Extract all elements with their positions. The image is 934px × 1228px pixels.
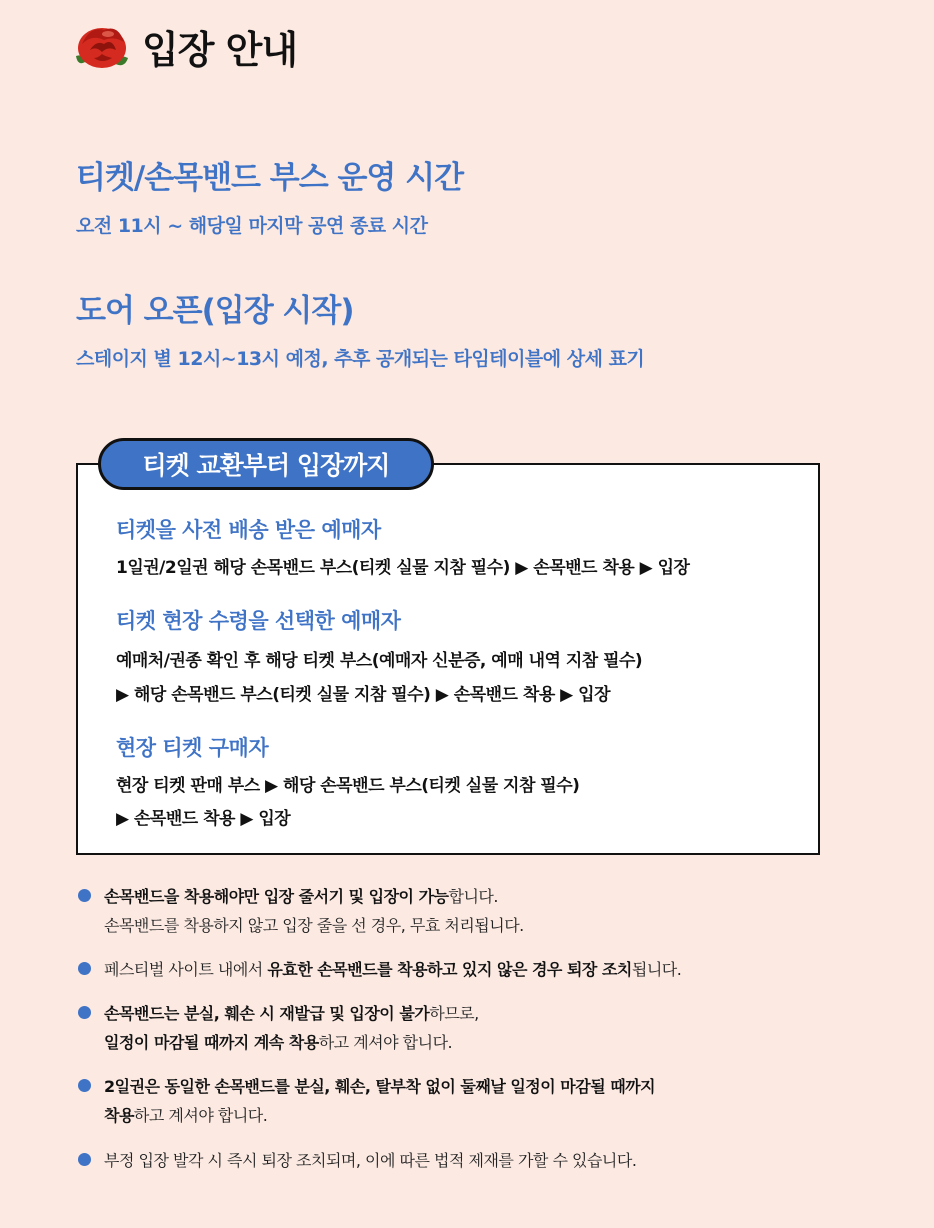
bullet-dot-icon <box>78 889 91 902</box>
bullet-dot-icon <box>78 1153 91 1166</box>
note-run: 손목밴드를 착용하지 않고 입장 줄을 선 경우, 무효 처리됩니다. <box>104 916 524 935</box>
group-title: 티켓을 사전 배송 받은 예매자 <box>116 518 381 542</box>
group-title: 현장 티켓 구매자 <box>116 736 269 760</box>
entry-guide-label: 티켓 교환부터 입장까지 <box>98 438 434 490</box>
group-step-line: 예매처/권종 확인 후 해당 티켓 부스(예매자 신분증, 예매 내역 지참 필수) <box>116 651 643 671</box>
booth-hours-text: 오전 11시 ~ 해당일 마지막 공연 종료 시간 <box>76 215 428 237</box>
group-step-line: ▶ 손목밴드 착용 ▶ 입장 <box>116 809 291 829</box>
page-header <box>72 20 297 72</box>
bullet-dot-icon <box>78 962 91 975</box>
group-title: 티켓 현장 수령을 선택한 예매자 <box>116 609 401 633</box>
note-emphasis: 2일권은 동일한 손목밴드를 분실, 훼손, 탈부착 없이 둘째날 일정이 마감될 때까지 <box>104 1077 656 1096</box>
note-run: 됩니다. <box>631 960 682 979</box>
note-item <box>78 1072 838 1130</box>
note-item <box>78 1146 838 1175</box>
group-step-line: 현장 티켓 판매 부스 ▶ 해당 손목밴드 부스(티켓 실물 지참 필수) <box>116 776 580 796</box>
bullet-dot-icon <box>78 1079 91 1092</box>
note-text <box>104 1146 838 1175</box>
note-item <box>78 955 838 984</box>
note-run: 합니다. <box>448 887 498 906</box>
group-step-line: 1일권/2일권 해당 손목밴드 부스(티켓 실물 지참 필수) ▶ 손목밴드 착용 ▶ 입장 <box>116 558 690 578</box>
note-run: 페스티벌 사이트 내에서 <box>104 960 268 979</box>
note-text <box>104 955 838 984</box>
door-open-text: 스테이지 별 12시~13시 예정, 추후 공개되는 타임테이블에 상세 표기 <box>76 348 645 370</box>
note-run: 하고 계셔야 합니다. <box>318 1033 453 1052</box>
note-run: 하므로, <box>429 1004 479 1023</box>
note-emphasis: 착용 <box>104 1106 134 1125</box>
note-emphasis: 손목밴드을 착용해야만 입장 줄서기 및 입장이 가능 <box>104 887 449 906</box>
note-run: 하고 계셔야 합니다. <box>133 1106 268 1125</box>
note-emphasis: 일정이 마감될 때까지 계속 착용 <box>104 1033 319 1052</box>
note-text <box>104 882 838 940</box>
note-text <box>104 999 838 1057</box>
note-emphasis: 손목밴드는 분실, 훼손 시 재발급 및 입장이 불가 <box>104 1004 430 1023</box>
group-step-line: ▶ 해당 손목밴드 부스(티켓 실물 지참 필수) ▶ 손목밴드 착용 ▶ 입장 <box>116 685 610 705</box>
booth-hours-title: 티켓/손목밴드 부스 운영 시간 <box>76 160 464 196</box>
note-text <box>104 1072 838 1130</box>
note-emphasis: 유효한 손목밴드를 착용하고 있지 않은 경우 퇴장 조치 <box>267 960 632 979</box>
note-run: 부정 입장 발각 시 즉시 퇴장 조치되며, 이에 따른 법적 제재를 가할 수 있습니다. <box>104 1151 637 1170</box>
note-item <box>78 999 838 1057</box>
bullet-dot-icon <box>78 1006 91 1019</box>
page-title: 입장 안내 <box>142 27 298 72</box>
note-item <box>78 882 838 940</box>
door-open-title: 도어 오픈(입장 시작) <box>76 293 354 329</box>
rose-icon <box>72 20 132 72</box>
